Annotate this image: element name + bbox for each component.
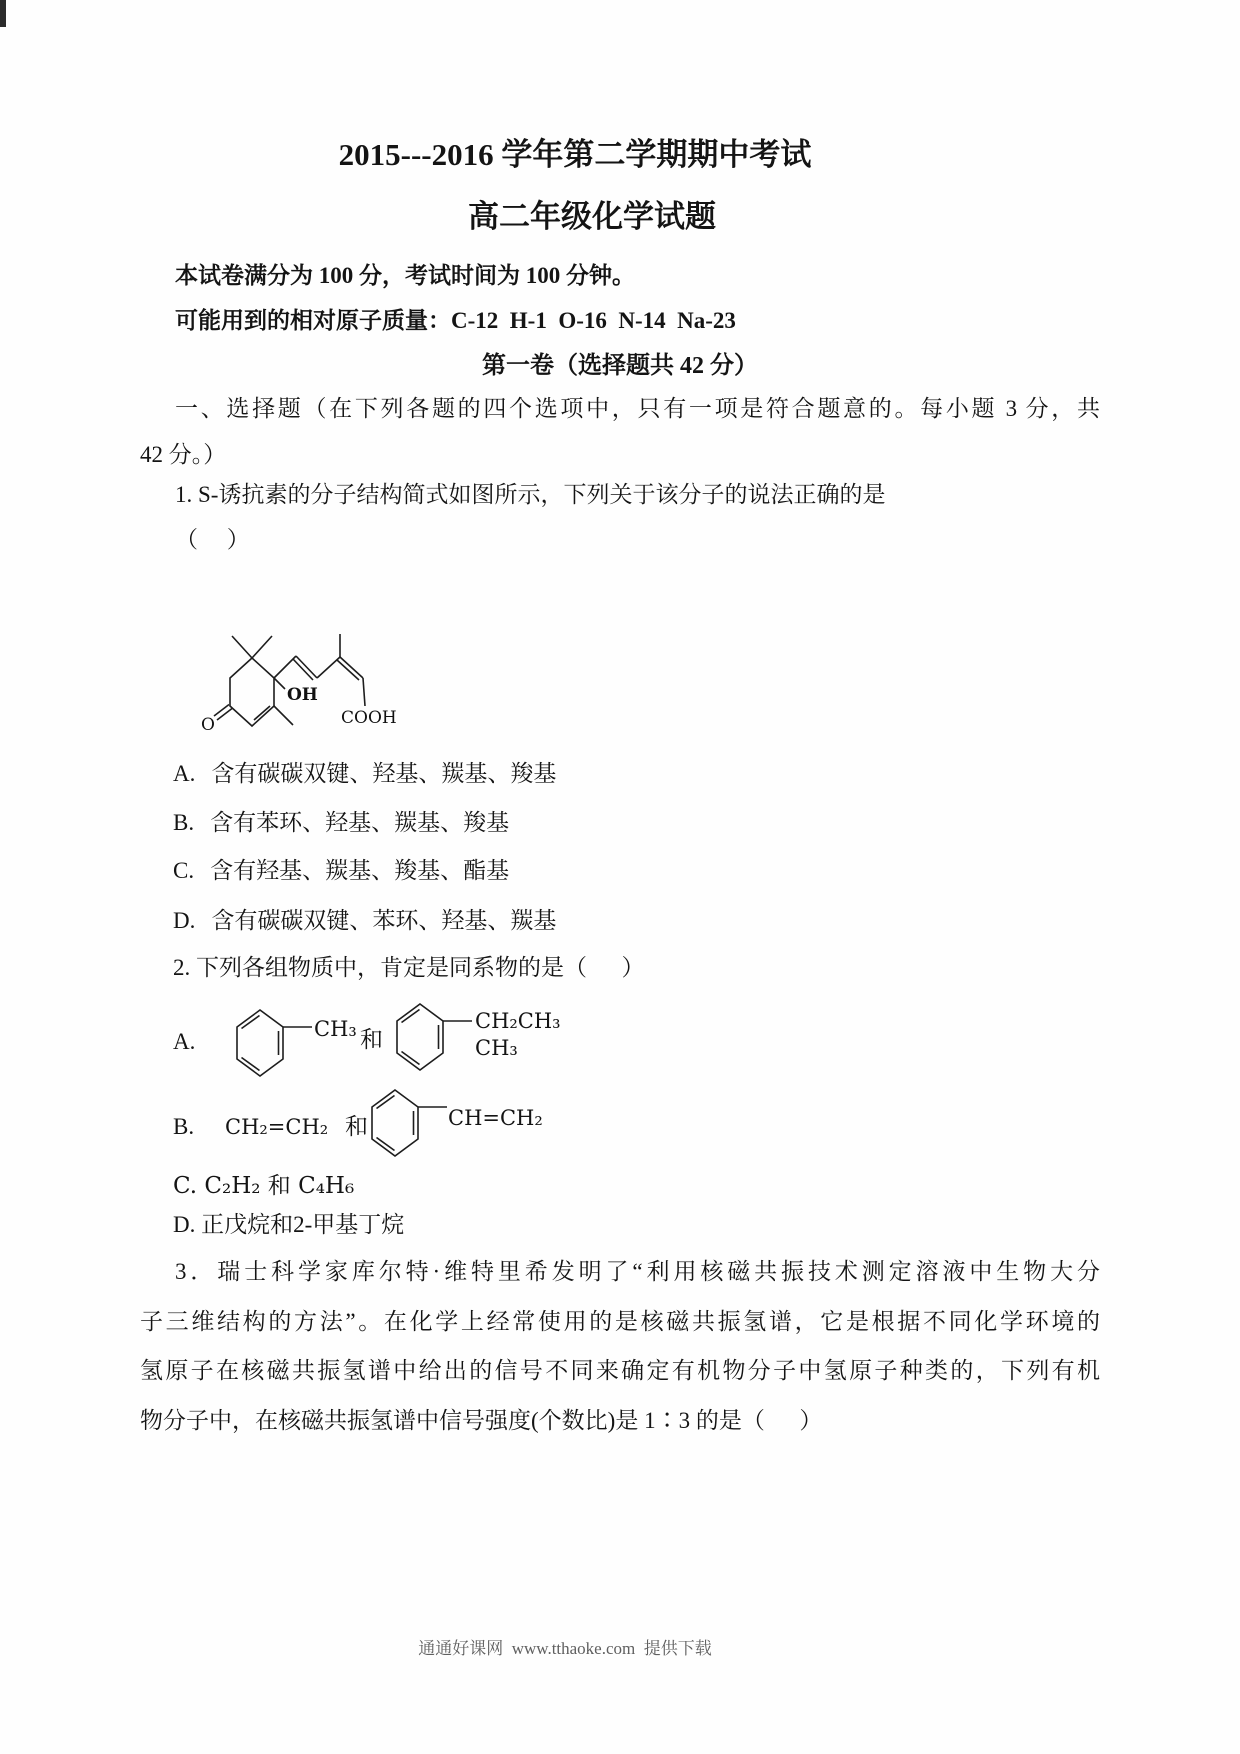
q3-line3: 氢原子在核磁共振氢谱中给出的信号不同来确定有机物分子中氢原子种类的，下列有机 bbox=[140, 1358, 1100, 1383]
chain-double-bond-1a bbox=[296, 656, 317, 678]
gem-methyl-bond-1 bbox=[232, 636, 252, 658]
q1-option-b-label: B. bbox=[173, 810, 195, 835]
q1-molecule-structure bbox=[195, 626, 415, 740]
q3-line2: 子三维结构的方法”。在化学上经常使用的是核磁共振氢谱，它是根据不同化学环境的 bbox=[140, 1309, 1100, 1334]
q2a-substituent2-bottom: CH₃ bbox=[475, 1036, 518, 1060]
section-one-title: 第一卷（选择题共 42 分） bbox=[482, 353, 758, 379]
q2a-substituent2 bbox=[475, 1008, 561, 1062]
q2a-conjunction: 和 bbox=[360, 1027, 383, 1052]
q1-option-d bbox=[173, 907, 556, 936]
chain-bond-2 bbox=[317, 657, 340, 678]
q2a-substituent1: CH₃ bbox=[314, 1017, 357, 1041]
chain-double-bond-2a bbox=[340, 657, 363, 678]
ketone-oxygen-label: O bbox=[201, 715, 215, 735]
q2-option-a-label: A. bbox=[173, 1029, 196, 1054]
q1-answer-blank: （ ） bbox=[175, 527, 250, 552]
q2-option-c: C. C₂H₂ 和 C₄H₆ bbox=[173, 1173, 355, 1199]
q2b-formula1: CH₂=CH₂ bbox=[225, 1115, 329, 1139]
q1-option-b bbox=[173, 809, 509, 838]
q2a-substituent2-top: CH₂CH₃ bbox=[475, 1009, 561, 1033]
q2-option-b-label: B. bbox=[173, 1114, 195, 1139]
benzene-ring-icon bbox=[370, 1088, 448, 1158]
ring-methyl-bond bbox=[274, 706, 293, 725]
q1-option-a-text: 含有碳碳双键、羟基、羰基、羧基 bbox=[211, 761, 557, 786]
choice-instruction-line1: 一、选择题（在下列各题的四个选项中，只有一项是符合题意的。每小题 3 分，共 bbox=[175, 396, 1100, 421]
cyclohexene-ring bbox=[230, 658, 274, 726]
q1-option-b-text: 含有苯环、羟基、羰基、羧基 bbox=[210, 810, 510, 835]
q2b-conjunction: 和 bbox=[345, 1114, 368, 1139]
exam-subtitle: 高二年级化学试题 bbox=[468, 199, 716, 234]
gem-methyl-bond-2 bbox=[252, 636, 272, 658]
chain-double-bond-1b bbox=[293, 659, 313, 680]
exam-title: 2015---2016 学年第二学期期中考试 bbox=[338, 137, 812, 172]
q1-option-c bbox=[173, 857, 509, 886]
choice-instruction-line2: 42 分。） bbox=[140, 442, 227, 467]
q2-stem: 2. 下列各组物质中，肯定是同系物的是（ ） bbox=[173, 955, 645, 980]
q1-option-a bbox=[173, 760, 556, 789]
chain-double-bond-2b bbox=[337, 660, 359, 680]
q3-line1: 3．瑞士科学家库尔特·维特里希发明了“利用核磁共振技术测定溶液中生物大分 bbox=[175, 1259, 1100, 1284]
q1-option-c-text: 含有羟基、羰基、羧基、酯基 bbox=[210, 858, 510, 883]
intro-atomic-masses: 可能用到的相对原子质量：C-12 H-1 O-16 N-14 Na-23 bbox=[175, 308, 736, 333]
q2b-substituent: CH=CH₂ bbox=[448, 1106, 543, 1130]
ketone-double-bond-2 bbox=[217, 709, 232, 721]
q1-option-c-label: C. bbox=[173, 858, 195, 883]
intro-total-score: 本试卷满分为 100 分，考试时间为 100 分钟。 bbox=[175, 263, 635, 288]
hydroxyl-label: OH bbox=[287, 685, 318, 705]
q2-option-a bbox=[140, 1000, 1100, 1090]
q1-option-a-label: A. bbox=[173, 761, 196, 786]
q3-line4: 物分子中，在核磁共振氢谱中信号强度(个数比)是 1∶3 的是（ ） bbox=[140, 1408, 823, 1433]
hydroxyl-bond bbox=[274, 678, 285, 689]
benzene-ring-icon bbox=[235, 1008, 313, 1078]
ketone-double-bond-1 bbox=[214, 705, 229, 717]
q2-option-d: D. 正戊烷和2-甲基丁烷 bbox=[173, 1212, 405, 1237]
q2-option-b bbox=[140, 1085, 1100, 1165]
carboxyl-label: COOH bbox=[341, 708, 397, 728]
carboxyl-bond bbox=[363, 678, 365, 706]
benzene-ring-icon bbox=[395, 1002, 473, 1072]
q1-stem: 1. S-诱抗素的分子结构简式如图所示，下列关于该分子的说法正确的是 bbox=[175, 482, 886, 507]
footer-download-source: 通通好课网 www.tthaoke.com 提供下载 bbox=[418, 1639, 712, 1658]
scan-artifact bbox=[0, 0, 6, 27]
q1-option-d-label: D. bbox=[173, 908, 196, 933]
q1-option-d-text: 含有碳碳双键、苯环、羟基、羰基 bbox=[211, 908, 557, 933]
